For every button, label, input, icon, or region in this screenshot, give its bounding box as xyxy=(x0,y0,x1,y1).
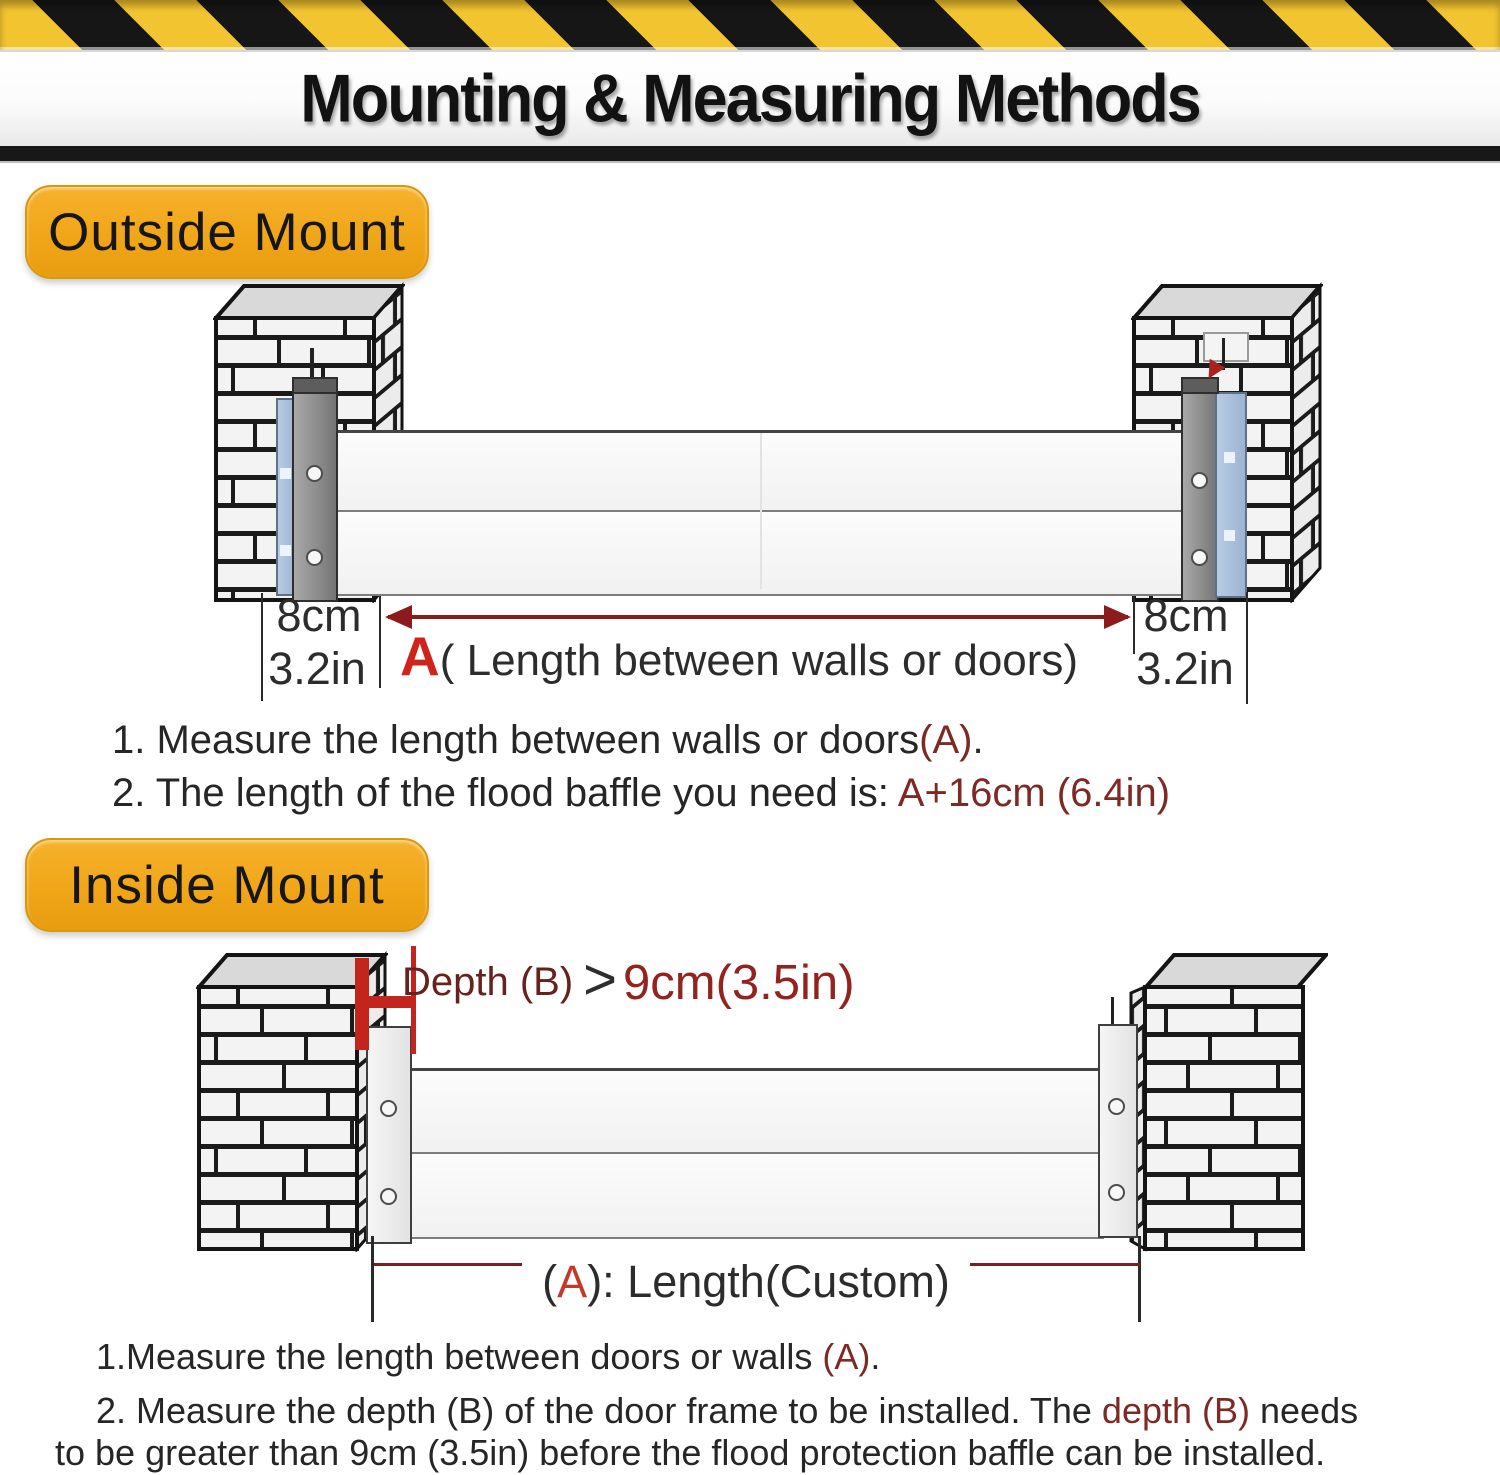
right-wall-slot xyxy=(1203,332,1249,362)
step-text: needs xyxy=(1250,1390,1359,1431)
left-bracket-screw-hole xyxy=(306,549,323,566)
length-a-text: ( Length between walls or doors) xyxy=(439,636,1079,685)
inside-step-1 xyxy=(96,1336,880,1378)
step-highlight: depth (B) xyxy=(1101,1390,1250,1431)
length-dim-line-left xyxy=(374,1263,522,1266)
paren-open: ( xyxy=(542,1256,558,1307)
inside-right-screw-hole xyxy=(1108,1184,1125,1201)
step-highlight: A+16cm (6.4in) xyxy=(897,771,1171,815)
depth-value: 9cm(3.5in) xyxy=(623,955,855,1010)
greater-than-symbol: > xyxy=(583,947,618,1012)
arrow-head-right-icon xyxy=(1104,605,1131,629)
step-text: 2. Measure the depth (B) of the door frame to be installed. The xyxy=(96,1390,1102,1431)
step-text: . xyxy=(870,1336,881,1377)
flood-barrier-board-bottom xyxy=(334,510,1192,596)
left-offset-in-label: 3.2in xyxy=(268,643,366,694)
outside-step-2 xyxy=(112,771,1170,816)
inside-step-2-continued: to be greater than 9cm (3.5in) before the flood protection baffle can be installed. xyxy=(55,1432,1326,1473)
outside-mount-badge: Outside Mount xyxy=(25,185,429,279)
inside-left-screw-hole xyxy=(380,1100,397,1117)
right-bracket-screw-hole xyxy=(1191,549,1208,566)
depth-requirement-label xyxy=(402,946,855,1019)
dim-tick xyxy=(1246,592,1248,704)
inside-right-screw-hole xyxy=(1108,1098,1125,1115)
inside-right-bracket xyxy=(1098,1024,1138,1238)
board-seam xyxy=(760,433,762,589)
inside-barrier-board-bottom xyxy=(408,1152,1104,1239)
title-band xyxy=(0,52,1500,146)
arrow-shaft xyxy=(388,615,1128,619)
dim-tick xyxy=(1138,1236,1141,1322)
dim-tick xyxy=(371,1236,374,1322)
left-bracket-cap xyxy=(292,377,338,394)
left-offset-cm-label: 8cm xyxy=(276,590,362,641)
right-mount-bracket xyxy=(1181,390,1219,602)
step-text: 1. Measure the length between walls or doors xyxy=(112,718,920,762)
left-seal-dot xyxy=(280,468,291,479)
inside-barrier-board-top xyxy=(408,1068,1104,1157)
inside-right-pin xyxy=(1111,997,1114,1027)
right-rubber-seal xyxy=(1215,392,1247,598)
hazard-tape-band xyxy=(0,0,1500,52)
outside-step-1 xyxy=(112,718,984,763)
right-bracket-screw-hole xyxy=(1191,472,1208,489)
left-mount-bracket xyxy=(292,390,338,602)
left-bracket-screw-hole xyxy=(306,465,323,482)
inside-left-screw-hole xyxy=(380,1188,397,1205)
step-text: . xyxy=(972,718,984,762)
length-a-variable: A xyxy=(400,625,440,687)
flood-barrier-board-top xyxy=(334,430,1192,515)
inside-step-2 xyxy=(96,1390,1358,1432)
step-text: 1.Measure the length between doors or walls xyxy=(96,1336,823,1377)
right-seal-dot xyxy=(1224,530,1235,541)
right-offset-in-label: 3.2in xyxy=(1136,643,1234,694)
step-highlight: (A) xyxy=(822,1336,871,1377)
inside-mount-badge: Inside Mount xyxy=(25,838,429,932)
length-variable: A xyxy=(557,1256,588,1307)
inside-left-bracket xyxy=(366,1026,412,1244)
custom-length-label xyxy=(520,1256,972,1308)
left-seal-dot xyxy=(280,545,291,556)
header-divider-bar xyxy=(0,146,1500,161)
step-text: 2. The length of the flood baffle you need is: xyxy=(112,771,898,815)
step-highlight: (A) xyxy=(919,718,973,762)
length-a-label xyxy=(400,624,1078,688)
right-offset-cm-label: 8cm xyxy=(1143,590,1229,641)
length-dim-line-right xyxy=(970,1263,1140,1266)
page-title: Mounting & Measuring Methods xyxy=(300,61,1200,137)
right-seal-dot xyxy=(1224,452,1235,463)
depth-name: Depth (B) xyxy=(402,960,574,1004)
length-text: ): Length(Custom) xyxy=(587,1256,950,1307)
